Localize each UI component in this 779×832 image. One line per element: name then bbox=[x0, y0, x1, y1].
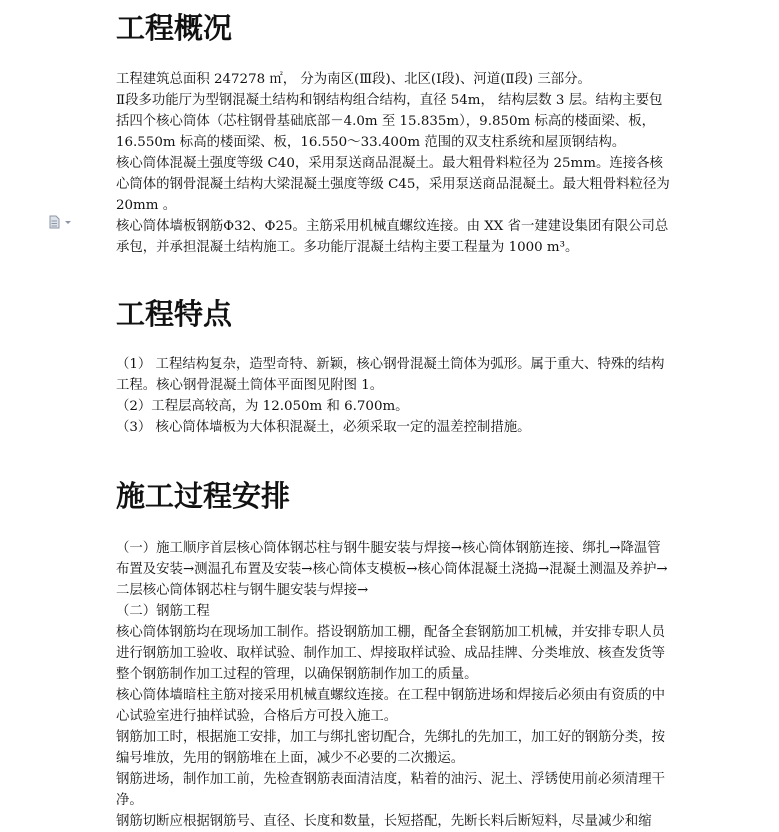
section-body bbox=[116, 538, 672, 832]
paragraph: （3） 核心筒体墙板为大体积混凝土，必须采取一定的温差控制措施。 bbox=[116, 420, 531, 435]
paragraph: 钢筋加工时，根据施工安排，加工与绑扎密切配合，先绑扎的先加工，加工好的钢筋分类，按编号堆放，先用的钢筋堆在上面，减少不必要的二次搬运。 bbox=[116, 730, 666, 766]
paragraph: （二）钢筋工程 bbox=[116, 604, 210, 619]
section-body bbox=[116, 354, 672, 438]
section-heading: 工程特点 bbox=[116, 297, 233, 331]
paragraph: Ⅱ段多功能厅为型钢混凝土结构和钢结构组合结构，直径 54m， 结构层数 3 层。结构主要包括四个核心筒体（芯柱钢骨基础底部－4.0m 至 15.835m），9.850m 标高的楼面梁、板，16.550m 标高的楼面梁、板，16.550～33.400m 范围的双支柱系统和屋顶钢结构。 bbox=[116, 93, 663, 150]
paragraph: 核心筒体墙暗柱主筋对接采用机械直螺纹连接。在工程中钢筋进场和焊接后必须由有资质的中心试验室进行抽样试验，合格后方可投入施工。 bbox=[116, 688, 666, 724]
section-body bbox=[116, 69, 672, 258]
section-heading: 施工过程安排 bbox=[116, 479, 291, 513]
paragraph: 钢筋切断应根据钢筋号、直径、长度和数量，长短搭配，先断长料后断短料，尽量减少和缩 bbox=[116, 814, 652, 829]
section-heading: 工程概况 bbox=[116, 11, 233, 45]
paragraph: 核心筒体钢筋均在现场加工制作。搭设钢筋加工棚，配备全套钢筋加工机械，并安排专职人员进行钢筋加工验收、取样试验、制作加工、焊接取样试验、成品挂牌、分类堆放、核查发货等整个钢筋制作加工过程的管理，以确保钢筋制作加工的质量。 bbox=[116, 625, 666, 682]
paragraph: 工程建筑总面积 247278 ㎡， 分为南区(Ⅲ段)、北区(Ⅰ段)、河道(Ⅱ段) 三部分。 bbox=[116, 72, 591, 87]
paragraph: （一）施工顺序首层核心筒体钢芯柱与钢牛腿安装与焊接→核心筒体钢筋连接、绑扎→降温管布置及安装→测温孔布置及安装→核心筒体支模板→核心筒体混凝土浇捣→混凝土测温及养护→二层核心筒体钢芯柱与钢牛腿安装与焊接→ bbox=[116, 541, 668, 598]
document-dropdown-icon[interactable] bbox=[48, 215, 74, 229]
paragraph: 钢筋进场，制作加工前，先检查钢筋表面清洁度，粘着的油污、泥土、浮锈使用前必须清理干净。 bbox=[116, 772, 666, 808]
paragraph: 核心筒体混凝土强度等级 C40，采用泵送商品混凝土。最大粗骨料粒径为 25mm。连接各核心筒体的钢骨混凝土结构大梁混凝土强度等级 C45，采用泵送商品混凝土。最大粗骨料粒径为 20mm 。 bbox=[116, 156, 670, 213]
paragraph: （2）工程层高较高，为 12.050m 和 6.700m。 bbox=[116, 399, 409, 414]
paragraph: （1） 工程结构复杂，造型奇特、新颖，核心钢骨混凝土筒体为弧形。属于重大、特殊的结构工程。核心钢骨混凝土筒体平面图见附图 1。 bbox=[116, 357, 665, 393]
paragraph: 核心筒体墙板钢筋Φ32、Φ25。主筋采用机械直螺纹连接。由 XX 省一建建设集团有限公司总承包，并承担混凝土结构施工。多功能厅混凝土结构主要工程量为 1000 m³。 bbox=[116, 219, 669, 255]
